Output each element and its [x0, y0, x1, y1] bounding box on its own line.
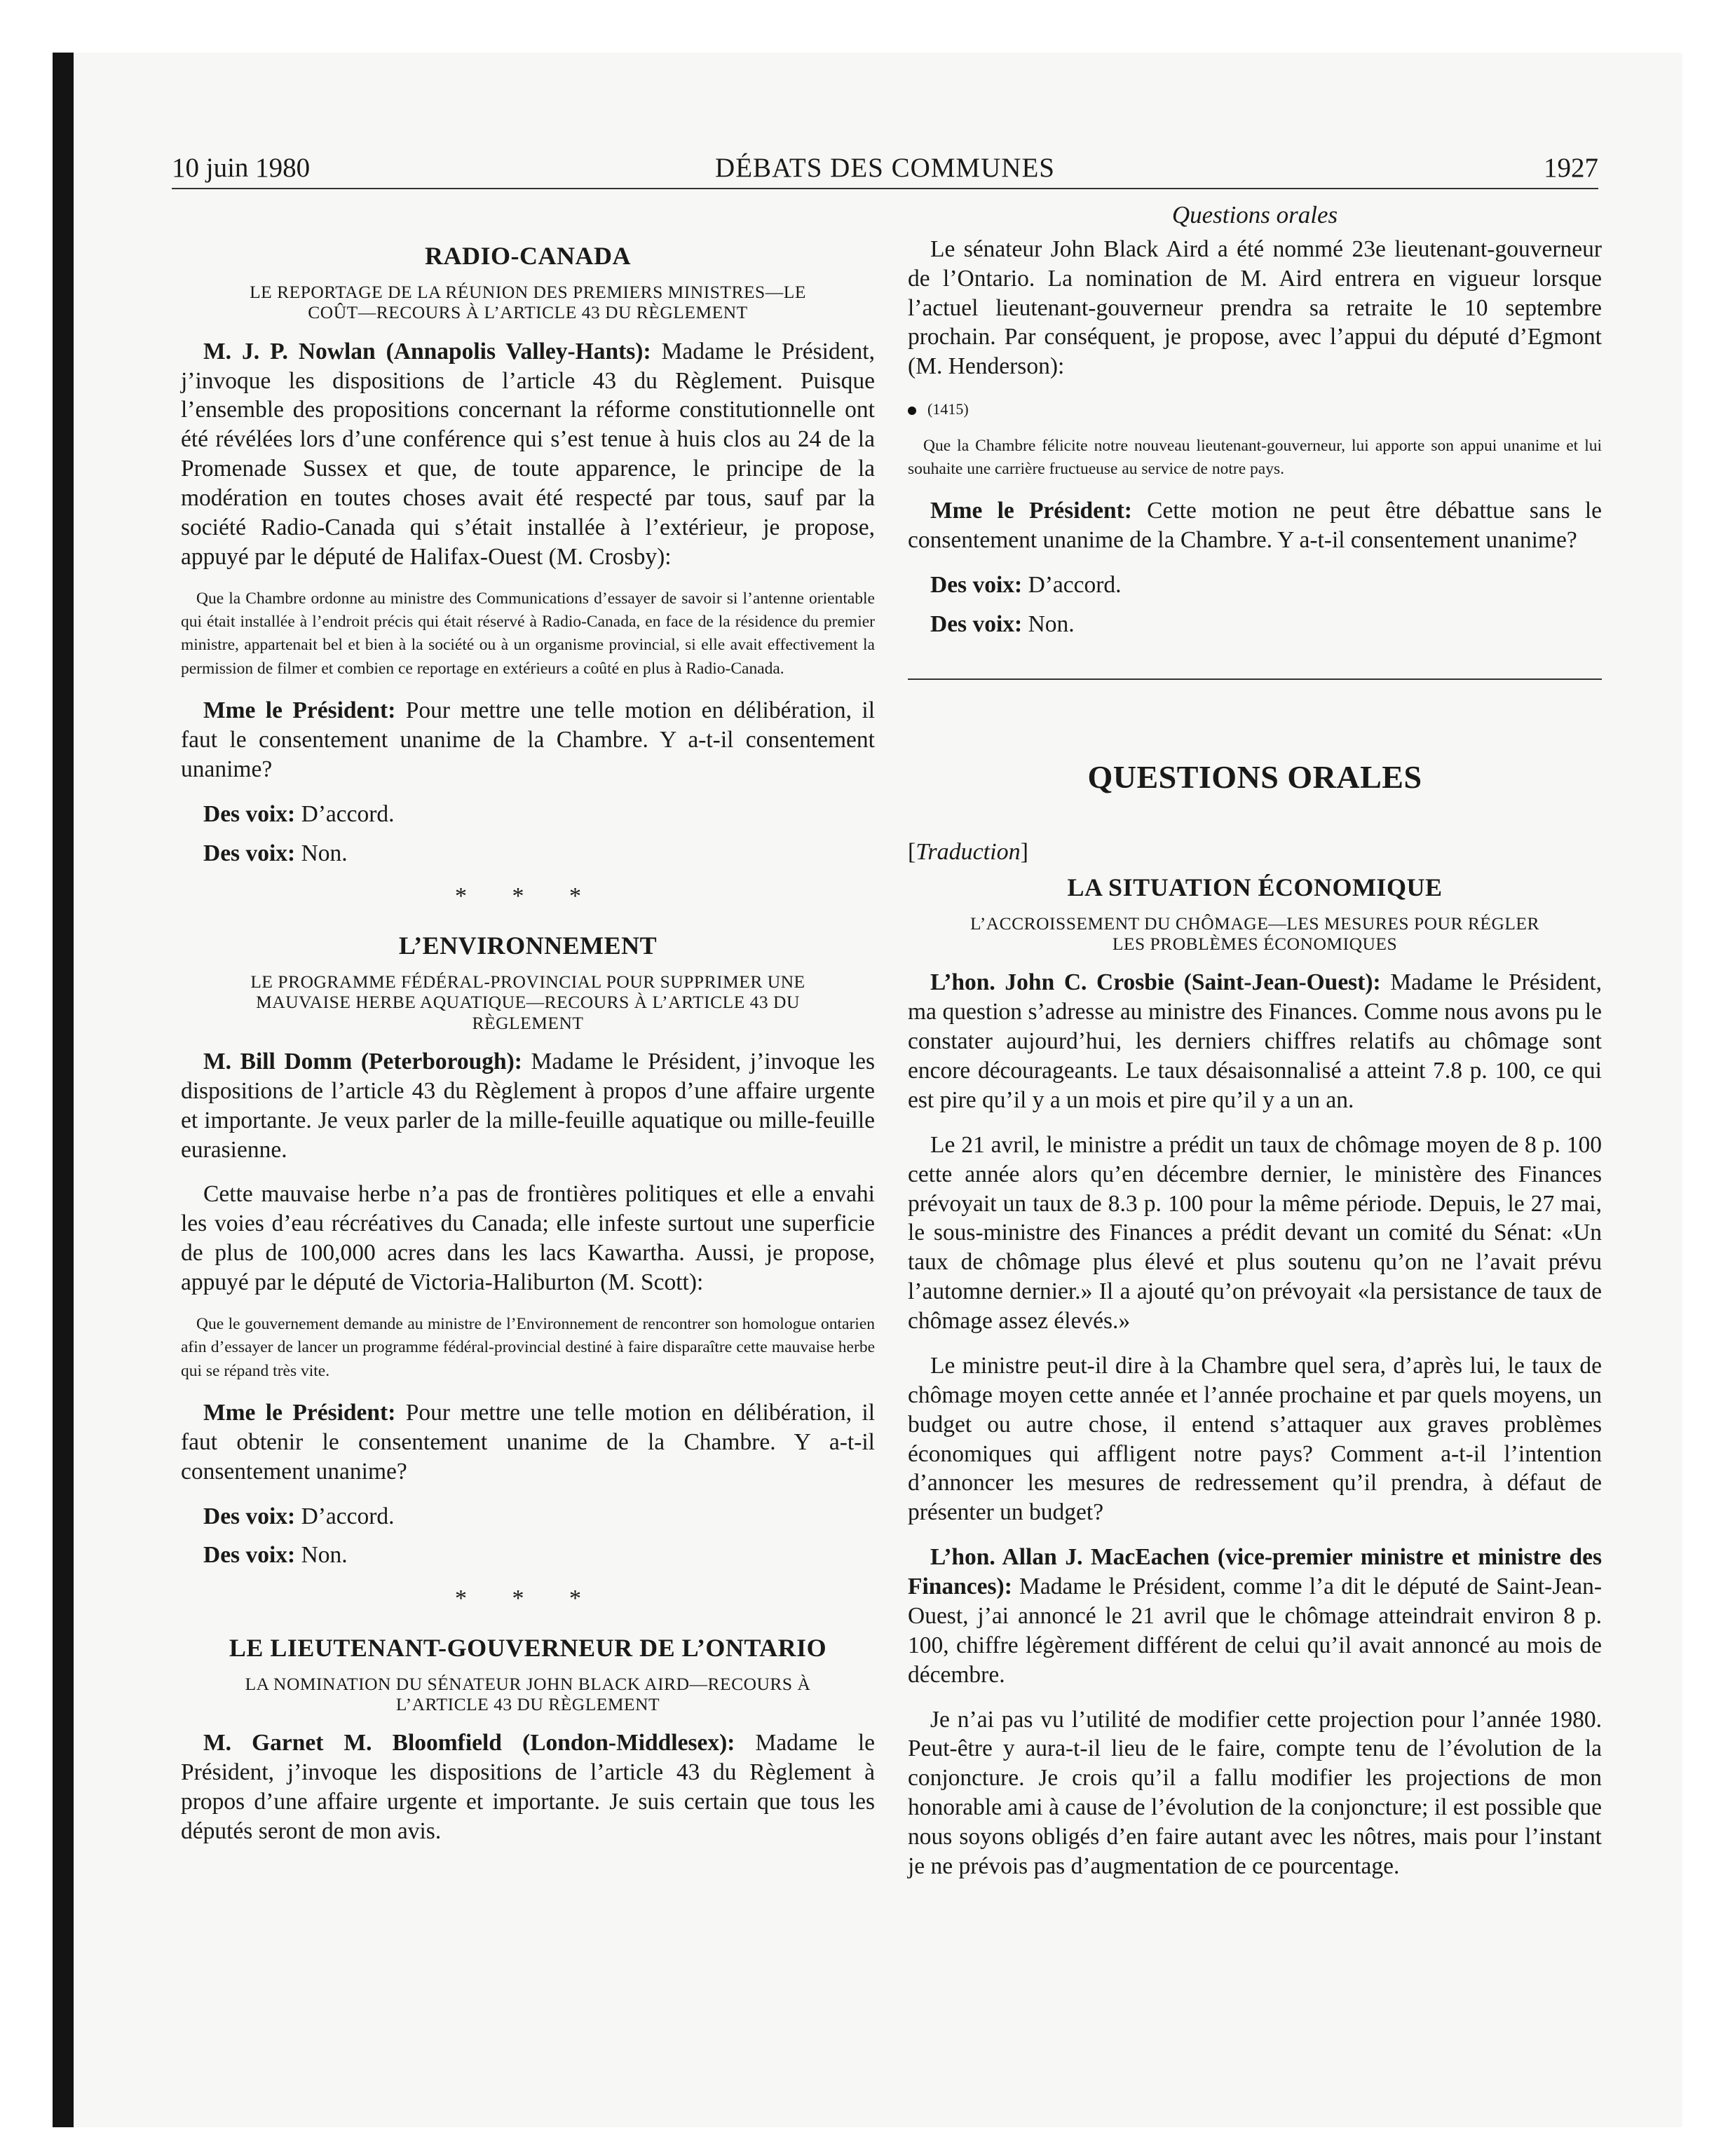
speech-paragraph: Le 21 avril, le ministre a prédit un taux de chômage moyen de 8 p. 100 cette année alors qu’en décembre dernier, le ministère des Finances prévoyait un taux de 8.3 p. 100 pour la même période. Depuis, le 27 mai, le sous-ministre des Finances a prédit devant un comité du Sénat: «Un taux de chômage plus élevé et plus soutenu qu’on ne l’avait prévu l’automne dernier.» Il a ajouté qu’on prévoyait «la persistance de taux de chômage assez élevés.»: [908, 1131, 1602, 1335]
section-subtitle: [181, 282, 875, 323]
subtitle-line: L’ACCROISSEMENT DU CHÔMAGE—LES MESURES POUR RÉGLER: [969, 913, 1540, 934]
section-subtitle: [181, 971, 875, 1033]
speech-text: Cette motion ne peut être débattue sans le consentement unanime de la Chambre. Y a-t-il consentement unanime?: [908, 498, 1602, 554]
subtitle-line: L’ARTICLE 43 DU RÈGLEMENT: [395, 1694, 660, 1715]
subtitle-line: LE PROGRAMME FÉDÉRAL-PROVINCIAL POUR SUPPRIMER UNE: [250, 971, 805, 992]
speech-paragraph: [908, 1543, 1602, 1689]
voices-line: [181, 1502, 875, 1531]
voices-line: [908, 571, 1602, 600]
bullet-icon: [908, 407, 916, 415]
motion-text: Que le gouvernement demande au ministre de l’Environnement de rencontrer son homologue ontarien afin d’essayer de lancer un programme fédéral-provincial destiné à faire disparaître cette mauvaise herbe qui se répand très vite.: [181, 1314, 875, 1380]
speaker-name: Des voix:: [930, 610, 1023, 637]
voices-line: [181, 1541, 875, 1570]
speaker-name: Des voix:: [203, 800, 296, 827]
speech-paragraph: [181, 1047, 875, 1165]
section-subtitle: [908, 913, 1602, 955]
section-subtitle: [181, 1674, 875, 1715]
section-title-lieutenant-gouverneur: LE LIEUTENANT-GOUVERNEUR DE L’ONTARIO: [229, 1633, 827, 1662]
section-title-environnement: L’ENVIRONNEMENT: [398, 931, 658, 960]
left-column: [181, 200, 875, 1862]
section-title-radio-canada: RADIO-CANADA: [425, 242, 631, 270]
speech-text: Non.: [1028, 610, 1075, 637]
timestamp: [908, 400, 1602, 419]
subtitle-line: RÈGLEMENT: [472, 1012, 584, 1033]
section-title-situation-economique: LA SITUATION ÉCONOMIQUE: [1067, 873, 1443, 901]
section-separator: * * *: [455, 1585, 601, 1612]
translation-label: Traduction: [916, 839, 1021, 866]
speech-text: Madame le Président, ma question s’adresse au ministre des Finances. Comme nous avons pu le constater aujourd’hui, les derniers chiffres relatifs au chômage sont encore décourageants. Le taux désaisonnalisé a atteint 7.8 p. 100, ce qui est pire qu’il y a un mois et pire qu’il y a un an.: [908, 969, 1603, 1113]
header-publication: DÉBATS DES COMMUNES: [715, 153, 1055, 183]
header-page-number: 1927: [1544, 153, 1598, 183]
speaker-name: M. J. P. Nowlan (Annapolis Valley-Hants):: [203, 338, 651, 364]
page-header: [172, 147, 1598, 189]
motion-text: Que la Chambre ordonne au ministre des Communications d’essayer de savoir si l’antenne orientable qui était installée à l’endroit précis qui était réservé à Radio-Canada, en face de la résidence du premier ministre, appartenait bel et bien à la société ou à un organisme provincial, si elle avait effectivement la permission de filmer et combien ce reportage en extérieurs a coûté en plus à Radio-Canada.: [181, 589, 875, 678]
speech-paragraph: [181, 1398, 875, 1487]
voices-line: [908, 610, 1602, 639]
running-head: Questions orales: [1171, 201, 1338, 228]
speech-paragraph: [181, 696, 875, 784]
section-separator: * * *: [455, 883, 601, 910]
section-title-questions-orales: QUESTIONS ORALES: [1087, 758, 1422, 795]
speaker-name: Des voix:: [930, 572, 1023, 599]
speech-text: D’accord.: [1028, 572, 1122, 599]
timestamp-text: (1415): [927, 400, 969, 418]
speech-text: Madame le Président, comme l’a dit le député de Saint-Jean-Ouest, j’ai annoncé le 21 avril que le chômage atteindrait environ 8 p. 100, chiffre légèrement différent de celui qu’il avait annoncé au mois de décembre.: [908, 1574, 1603, 1688]
speech-paragraph: [181, 1728, 875, 1846]
speaker-name: M. Bill Domm (Peterborough):: [203, 1048, 522, 1074]
speech-text: D’accord.: [301, 1503, 395, 1529]
speaker-name: Des voix:: [203, 840, 296, 866]
speaker-name: Mme le Président:: [203, 1399, 396, 1426]
right-column: [908, 200, 1602, 1897]
header-date: 10 juin 1980: [172, 153, 311, 183]
speech-text: Madame le Président, j’invoque les dispositions de l’article 43 du Règlement à propos d’une affaire urgente et importante. Je suis certain que tous les députés seront de mon avis.: [181, 1730, 876, 1845]
speech-paragraph: Le sénateur John Black Aird a été nommé 23e lieutenant-gouverneur de l’Ontario. La nomination de M. Aird entrera en vigueur lorsque l’actuel lieutenant-gouverneur prendra sa retraite le 10 septembre prochain. Par conséquent, je propose, avec l’appui du député d’Egmont (M. Henderson):: [908, 236, 1602, 380]
speech-text: Madame le Président, j’invoque les dispositions de l’article 43 du Règlement à propos d’une affaire urgente et importante. Je veux parler de la mille-feuille aquatique ou mille-feuille eurasienne.: [181, 1048, 875, 1163]
speech-paragraph: [908, 968, 1602, 1114]
subtitle-line: LES PROBLÈMES ÉCONOMIQUES: [1112, 934, 1398, 955]
speech-paragraph: [181, 337, 875, 572]
scan-border: [53, 53, 74, 2127]
speaker-name: M. Garnet M. Bloomfield (London-Middlesex):: [203, 1730, 735, 1756]
speaker-name: L’hon. Allan J. MacEachen (vice-premier ministre et ministre des Finances):: [908, 1544, 1602, 1600]
subtitle-line: LE REPORTAGE DE LA RÉUNION DES PREMIERS MINISTRES—LE: [250, 282, 806, 302]
subtitle-line: LA NOMINATION DU SÉNATEUR JOHN BLACK AIRD—RECOURS À: [245, 1673, 811, 1694]
speech-text: Non.: [301, 840, 348, 866]
speaker-name: Mme le Président:: [203, 697, 396, 724]
translation-note: [Traduction]: [908, 839, 1028, 866]
speech-text: Madame le Président, j’invoque les dispositions de l’article 43 du Règlement. Puisque l’ensemble des propositions concernant la réforme constitutionnelle ont été révélées lors d’une conférence qui s’est tenue à huis clos au 24 de la Promenade Sussex et que, de toute apparence, le principe de la modération en toutes choses avait été respecté par tous, sauf par la société Radio-Canada qui s’était installée à l’extérieur, je propose, appuyé par le député de Halifax-Ouest (M. Crosby):: [181, 338, 875, 570]
subtitle-line: MAUVAISE HERBE AQUATIQUE—RECOURS À L’ARTICLE 43 DU: [256, 992, 800, 1013]
speech-text: Non.: [301, 1542, 348, 1569]
speaker-name: L’hon. John C. Crosbie (Saint-Jean-Ouest):: [930, 969, 1381, 996]
speech-paragraph: Cette mauvaise herbe n’a pas de frontières politiques et elle a envahi les voies d’eau récréatives du Canada; elle infeste surtout une superficie de plus de 100,000 acres dans les lacs Kawartha. Aussi, je propose, appuyé par le député de Victoria-Haliburton (M. Scott):: [181, 1181, 875, 1295]
subtitle-line: COÛT—RECOURS À L’ARTICLE 43 DU RÈGLEMENT: [308, 302, 748, 323]
speaker-name: Des voix:: [203, 1542, 296, 1569]
speaker-name: Mme le Président:: [930, 498, 1132, 524]
voices-line: [181, 800, 875, 829]
speech-text: Pour mettre une telle motion en délibération, il faut le consentement unanime de la Chambre. Y a-t-il consentement unanime?: [181, 697, 876, 782]
motion-text: Que la Chambre félicite notre nouveau lieutenant-gouverneur, lui apporte son appui unanime et lui souhaite une carrière fructueuse au service de notre pays.: [908, 436, 1602, 478]
speech-paragraph: Le ministre peut-il dire à la Chambre quel sera, d’après lui, le taux de chômage moyen cette année et l’année prochaine et par quels moyens, un budget ou autre chose, il entend s’attaquer aux graves problèmes économiques qui affligent notre pays? Comment a-t-il l’intention d’annoncer les mesures de redressement qu’il prendra, à défaut de présenter un budget?: [908, 1352, 1602, 1526]
horizontal-rule: [908, 678, 1602, 680]
speaker-name: Des voix:: [203, 1503, 296, 1529]
speech-paragraph: Je n’ai pas vu l’utilité de modifier cette projection pour l’année 1980. Peut-être y aura-t-il lieu de le faire, compte tenu de l’évolution de la conjoncture. Je crois qu’il a fallu modifier les projections de mon honorable ami à cause de l’évolution de la conjoncture; il est possible que nous soyons obligés d’en faire autant avec les nôtres, mais pour l’instant je ne prévois pas d’augmentation de ce pourcentage.: [908, 1706, 1602, 1879]
speech-text: Pour mettre une telle motion en délibération, il faut obtenir le consentement unanime de la Chambre. Y a-t-il consentement unanime?: [181, 1399, 876, 1485]
speech-paragraph: [908, 496, 1602, 555]
speech-text: D’accord.: [301, 800, 395, 827]
voices-line: [181, 839, 875, 868]
